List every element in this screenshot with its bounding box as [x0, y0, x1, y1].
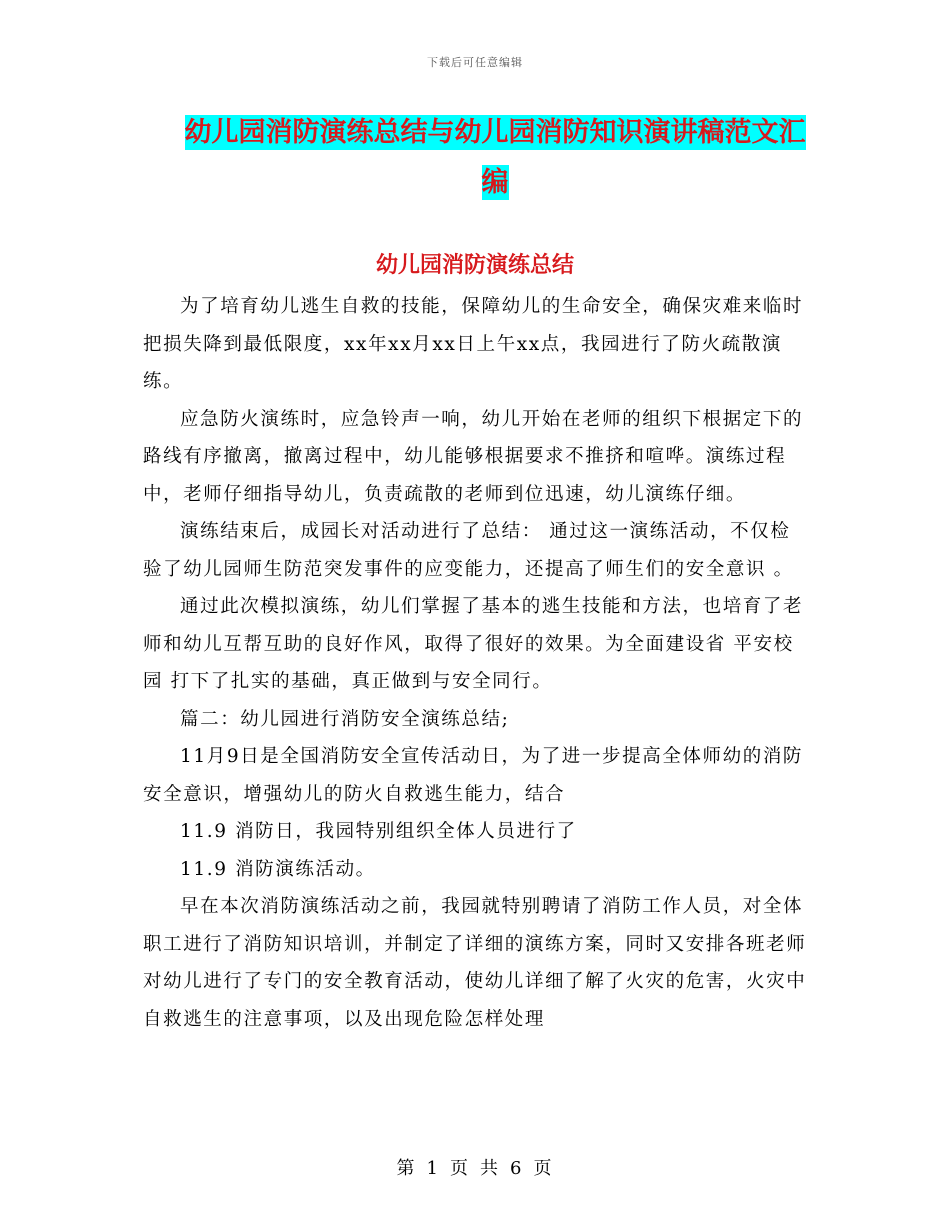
section-title: 幼儿园消防演练总结	[375, 253, 574, 278]
header-note: 下载后可任意编辑	[427, 56, 523, 69]
footer-total-unit: 页	[533, 1158, 554, 1179]
footer-prefix: 第	[396, 1158, 417, 1179]
document-title	[180, 108, 810, 208]
document-title-text: 幼儿园消防演练总结与幼儿园消防知识演讲稿范文汇编	[184, 117, 806, 198]
paragraph: 11月9日是全国消防安全宣传活动日，为了进一步提高全体师幼的消防安全意识，增强幼儿的防火自救逃生能力，结合	[143, 746, 804, 805]
page-footer	[0, 1154, 950, 1180]
paragraph: 11.9 消防演练活动。	[180, 858, 376, 880]
footer-page-unit: 页	[450, 1158, 470, 1179]
footer-page-number: 1	[426, 1158, 440, 1179]
footer-total-pages: 6	[510, 1158, 524, 1179]
paragraph: 早在本次消防演练活动之前，我园就特别聘请了消防工作人员，对全体职工进行了消防知识培训，并制定了详细的演练方案，同时又安排各班老师对幼儿进行了专门的安全教育活动，使幼儿详细了解了火灾的危害，火灾中自救逃生的注意事项，以及出现危险怎样处理	[143, 896, 807, 1030]
paragraph: 通过此次模拟演练，幼儿们掌握了基本的逃生技能和方法，也培育了老师和幼儿互帮互助的良好作风，取得了很好的效果。为全面建设省 平安校园 打下了扎实的基础，真正做到与安全同行。	[143, 596, 804, 692]
document-body	[143, 288, 808, 1038]
paragraph: 篇二：幼儿园进行消防安全演练总结;	[180, 708, 510, 730]
paragraph: 演练结束后，成园长对活动进行了总结： 通过这一演练活动，不仅检验了幼儿园师生防范突发事件的应变能力，还提高了师生们的安全意识 。	[143, 521, 794, 580]
paragraph: 为了培育幼儿逃生自救的技能，保障幼儿的生命安全，确保灾难来临时把损失降到最低限度，xx年xx月xx日上午xx点，我园进行了防火疏散演练。	[143, 296, 804, 392]
paragraph: 应急防火演练时，应急铃声一响，幼儿开始在老师的组织下根据定下的路线有序撤离，撤离过程中，幼儿能够根据要求不推挤和喧哗。演练过程中，老师仔细指导幼儿，负责疏散的老师到位迅速，幼儿演练仔细。	[143, 408, 804, 505]
paragraph: 11.9 消防日，我园特别组织全体人员进行了	[180, 821, 577, 842]
footer-total-prefix: 共	[480, 1158, 500, 1179]
